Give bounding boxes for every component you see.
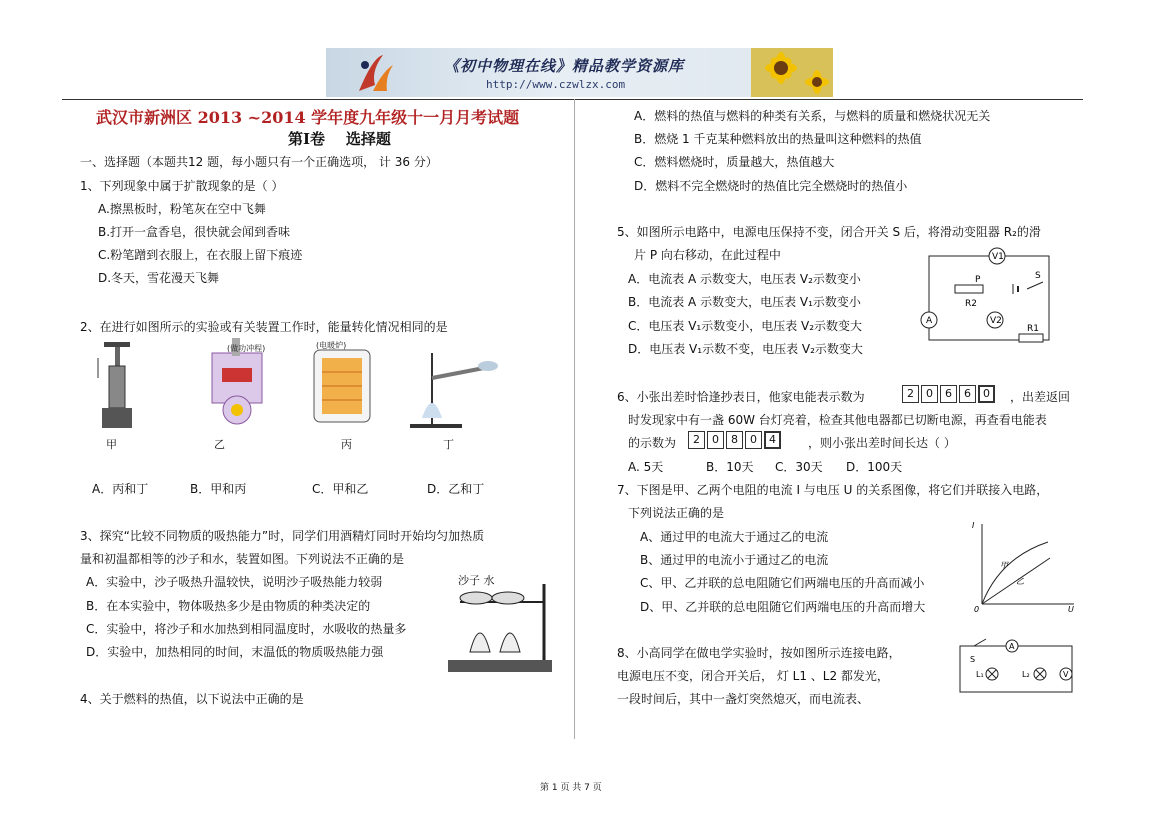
q1-option-b: B.打开一盒香皂，很快就会闻到香味 <box>98 225 291 239</box>
q2-label-ding: 丁 <box>443 438 454 451</box>
q6-option-c: C．30天 <box>775 460 823 474</box>
test-tube-burner-icon <box>410 353 498 428</box>
q8-line-3: 一段时间后，其中一盏灯突然熄灭，而电流表、 <box>617 692 870 706</box>
q2-option-d: D．乙和丁 <box>427 482 485 496</box>
q2-caption-heater: (电暖炉) <box>316 341 347 350</box>
electric-heater-icon <box>314 350 370 422</box>
q1-option-a: A.擦黑板时，粉笔灰在空中飞舞 <box>98 202 266 216</box>
q2-caption-stroke: (做功冲程) <box>227 344 266 353</box>
q5-option-d: D．电压表 V₁示数不变，电压表 V₂示数变大 <box>628 342 863 356</box>
q3-option-d: D．实验中，加热相同的时间，末温低的物质吸热能力强 <box>86 645 384 659</box>
q5-label-p: P <box>975 275 981 285</box>
banner-title: 《初中物理在线》精品教学资源库 <box>444 57 685 75</box>
section-heading: 第Ⅰ卷 选择题 <box>288 130 391 148</box>
q4-stem: 4、关于燃料的热值，以下说法中正确的是 <box>80 692 304 706</box>
q5-label-r2: R2 <box>965 299 977 309</box>
q7-option-a: A、通过甲的电流大于通过乙的电流 <box>640 530 829 544</box>
alcohol-lamp-apparatus-icon <box>440 584 560 676</box>
meter-reading-1 <box>902 385 997 403</box>
q6-option-a: A. 5天 <box>628 460 664 474</box>
q5-circuit-diagram <box>915 240 1065 348</box>
q3-stem-2: 量和初温都相等的沙子和水，装置如图。下列说法不正确的是 <box>80 552 405 566</box>
q2-stem: 2、在进行如图所示的实验或有关装置工作时，能量转化情况相同的是 <box>80 320 448 334</box>
q2-label-bing: 丙 <box>341 438 352 451</box>
q8-circuit-diagram <box>952 636 1078 698</box>
page-footer: 第 1 页 共 7 页 <box>540 783 602 793</box>
q6-line-2: 时发现家中有一盏 60W 台灯亮着，检查其他电器都已切断电源，再查看电能表 <box>628 413 1047 427</box>
q7-iu-graph <box>970 518 1080 614</box>
meter1-digit: 0 <box>921 385 938 403</box>
q5-label-v1: V1 <box>992 252 1004 262</box>
logo-icon <box>353 51 397 95</box>
sunflower-icon <box>751 48 833 97</box>
q8-line-2: 电源电压不变，闭合开关后， 灯 L1 、L2 都发光， <box>617 669 889 683</box>
q3-figure-label: 沙子 水 <box>458 574 495 587</box>
q7-axis-i: I <box>972 521 975 530</box>
meter2-digit: 0 <box>707 431 724 449</box>
exam-title: 武汉市新洲区 2013 ~2014 学年度九年级十一月月考试题 <box>96 108 520 127</box>
meter1-digit: 2 <box>902 385 919 403</box>
q5-option-a: A．电流表 A 示数变大，电压表 V₂示数变小 <box>628 272 861 286</box>
q7-stem-2: 下列说法正确的是 <box>628 506 725 520</box>
meter2-digit: 8 <box>726 431 743 449</box>
column-divider <box>574 99 575 739</box>
q7-axis-u: U <box>1068 605 1074 614</box>
meter2-digit-decimal: 4 <box>764 431 781 449</box>
q8-label-s: S <box>970 655 976 664</box>
meter1-digit: 6 <box>940 385 957 403</box>
q1-option-c: C.粉笔蹭到衣服上，在衣服上留下痕迹 <box>98 248 303 262</box>
q2-option-a: A．丙和丁 <box>92 482 149 496</box>
header-banner <box>326 48 833 97</box>
q7-label-yi: 乙 <box>1016 577 1024 586</box>
meter1-digit-decimal: 0 <box>978 385 995 403</box>
q7-option-c: C、甲、乙并联的总电阻随它们两端电压的升高而减小 <box>640 576 925 590</box>
section-intro: 一、选择题（本题共12 题，每小题只有一个正确选项， 计 36 分） <box>80 155 438 169</box>
q1-stem: 1、下列现象中属于扩散现象的是（ ） <box>80 179 284 193</box>
q1-option-d: D.冬天，雪花漫天飞舞 <box>98 271 220 285</box>
meter2-digit: 2 <box>688 431 705 449</box>
q6-line-3b: ，则小张出差时间长达（ ） <box>808 436 956 450</box>
q5-label-a: A <box>926 316 933 326</box>
q3-option-b: B．在本实验中，物体吸热多少是由物质的种类决定的 <box>86 599 371 613</box>
q7-label-jia: 甲 <box>1000 561 1008 570</box>
q2-label-jia: 甲 <box>106 438 117 451</box>
q4-option-c: C．燃料燃烧时，质量越大，热值越大 <box>634 155 835 169</box>
q2-figures <box>92 338 512 438</box>
q5-option-c: C．电压表 V₁示数变小，电压表 V₂示数变大 <box>628 319 863 333</box>
q7-option-d: D、甲、乙并联的总电阻随它们两端电压的升高而增大 <box>640 600 926 614</box>
meter-reading-2 <box>688 431 783 449</box>
q3-option-c: C．实验中，将沙子和水加热到相同温度时，水吸收的热量多 <box>86 622 407 636</box>
meter1-digit: 6 <box>959 385 976 403</box>
q5-option-b: B．电流表 A 示数变大，电压表 V₁示数变小 <box>628 295 861 309</box>
q4-option-a: A．燃料的热值与燃料的种类有关系，与燃料的质量和燃烧状况无关 <box>634 109 991 123</box>
q6-line-1a: 6、小张出差时恰逢抄表日，他家电能表示数为 <box>617 390 865 404</box>
q6-line-3a: 的示数为 <box>628 436 677 450</box>
q2-label-yi: 乙 <box>214 438 225 451</box>
q5-stem-2: 片 P 向右移动，在此过程中 <box>634 248 781 262</box>
q8-label-a: A <box>1009 642 1015 651</box>
q8-label-v: V <box>1063 670 1069 679</box>
q2-option-c: C．甲和乙 <box>312 482 369 496</box>
q5-stem-1: 5、如图所示电路中，电源电压保持不变，闭合开关 S 后，将滑动变阻器 R₂的滑 <box>617 225 1041 239</box>
q5-label-v2: V2 <box>990 316 1002 326</box>
q8-line-1: 8、小高同学在做电学实验时，按如图所示连接电路， <box>617 646 901 660</box>
q6-line-1b: ，出差返回 <box>1010 390 1071 404</box>
air-compression-apparatus-icon <box>98 342 132 428</box>
header-rule <box>62 99 1083 100</box>
q7-origin: 0 <box>974 605 980 614</box>
q5-label-s: S <box>1035 271 1041 281</box>
q8-label-l2: L₂ <box>1022 670 1030 679</box>
q7-stem-1: 7、下图是甲、乙两个电阻的电流 I 与电压 U 的关系图像，将它们并联接入电路， <box>617 483 1049 497</box>
q4-option-d: D．燃料不完全燃烧时的热值比完全燃烧时的热值小 <box>634 179 908 193</box>
q5-label-r1: R1 <box>1027 324 1039 334</box>
q3-option-a: A．实验中，沙子吸热升温较快，说明沙子吸热能力较弱 <box>86 575 383 589</box>
q4-option-b: B．燃烧 1 千克某种燃料放出的热量叫这种燃料的热值 <box>634 132 922 146</box>
q6-option-d: D．100天 <box>846 460 903 474</box>
banner-url: http://www.czwlzx.com <box>486 78 626 91</box>
q8-label-l1: L₁ <box>976 670 984 679</box>
q6-option-b: B．10天 <box>706 460 754 474</box>
q3-stem-1: 3、探究“比较不同物质的吸热能力”时，同学们用酒精灯同时开始均匀加热质 <box>80 529 485 543</box>
q2-option-b: B．甲和丙 <box>190 482 247 496</box>
q7-option-b: B、通过甲的电流小于通过乙的电流 <box>640 553 829 567</box>
meter2-digit: 0 <box>745 431 762 449</box>
